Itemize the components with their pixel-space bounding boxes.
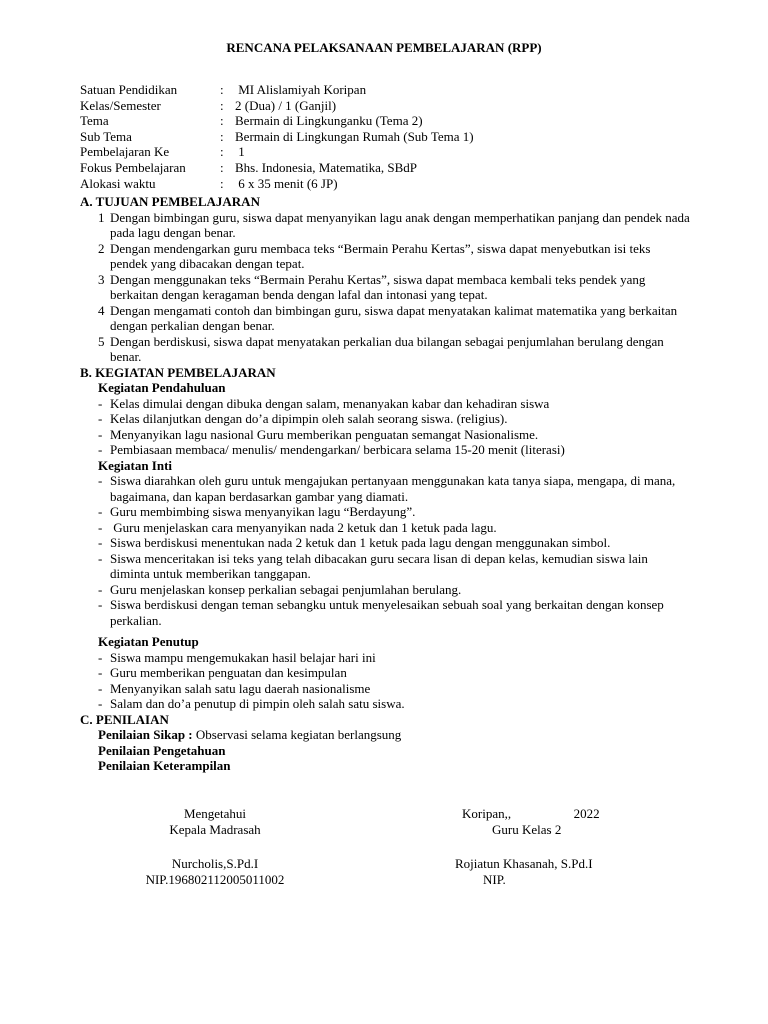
identity-value: 6 x 35 menit (6 JP) [235,175,338,191]
sig-right-year: 2022 [573,806,600,821]
document-body [80,194,690,774]
identity-label: Sub Tema [80,128,132,144]
sig-left-name: Nurcholis,S.Pd.I [171,856,259,871]
inti-item [80,535,690,551]
pendahuluan-item-text: Kelas dimulai dengan dibuka dengan salam, menanyakan kabar dan kehadiran siswa [110,395,550,411]
inti-item-text: Siswa berdiskusi menentukan nada 2 ketuk dan 1 ketuk pada lagu dengan menggunakan simbol. [110,535,611,550]
dash-bullet: - [98,519,103,535]
inti-item [80,473,690,504]
pendahuluan-heading: Kegiatan Pendahuluan [98,380,226,395]
identity-table [80,82,474,191]
dash-bullet: - [98,597,103,612]
dash-bullet: - [98,665,103,680]
objective-number: 2 [98,240,105,256]
objective-text: Dengan mengamati contoh dan bimbingan guru, siswa dapat menyatakan kalimat matematika yang berkaitan dengan perkalian dengan benar. [110,302,678,333]
identity-colon: : [220,144,224,160]
dash-bullet: - [98,504,103,519]
objective-number: 4 [98,302,105,318]
dash-bullet: - [98,649,103,665]
identity-value: MI Alislamiyah Koripan [235,82,367,97]
signature-right-name-block [455,856,655,887]
inti-item [80,582,690,598]
identity-value: 1 [235,144,245,160]
section-a-heading: A. TUJUAN PEMBELAJARAN [80,194,260,209]
pendahuluan-item-text: Kelas dilanjutkan dengan do’a dipimpin oleh salah seorang siswa. (religius). [110,411,508,426]
penutup-item [80,681,690,697]
penutup-item-text: Menyanyikan salah satu lagu daerah nasionalisme [110,680,371,696]
identity-label: Alokasi waktu [80,175,156,191]
inti-item-text: Siswa menceritakan isi teks yang telah dibacakan guru secara lisan di depan kelas, kemudian siswa lain diminta untuk memberikan tanggapan. [110,550,652,581]
pendahuluan-list [80,396,690,458]
pendahuluan-item [80,396,690,412]
assessment-knowledge-label: Penilaian Pengetahuan [98,742,226,758]
objective-item [80,210,690,241]
objective-text: Dengan bimbingan guru, siswa dapat menyanyikan lagu anak dengan memperhatikan panjang dan pendek nada pada lagu dengan benar. [110,209,690,240]
assessment-skill [80,758,690,774]
inti-item-text: Siswa diarahkan oleh guru untuk mengajukan pertanyaan menggunakan kata tanya siapa, mengapa, di mana, bagaimana, dan kapan berdasarkan gambar yang diamati. [110,473,679,504]
identity-colon: : [220,113,224,129]
identity-colon: : [220,82,224,97]
inti-item [80,504,690,520]
inti-item [80,551,690,582]
identity-label: Tema [80,113,109,129]
assessment-attitude-value: Observasi selama kegiatan berlangsung [192,727,402,742]
identity-label: Satuan Pendidikan [80,82,178,97]
assessment-knowledge [80,743,690,759]
identity-label: Pembelajaran Ke [80,144,170,160]
pendahuluan-item-text: Pembiasaan membaca/ menulis/ mendengarkan/ berbicara selama 15-20 menit (literasi) [110,442,565,457]
inti-item-text: Siswa berdiskusi dengan teman sebangku untuk menyelesaikan sebuah soal yang berkaitan dengan konsep perkalian. [110,597,668,628]
identity-colon: : [220,128,224,144]
penutup-list [80,650,690,712]
identity-row [80,144,474,160]
pendahuluan-item-text: Menyanyikan lagu nasional Guru memberikan penguatan semangat Nasionalisme. [110,426,539,442]
penutup-item-text: Guru memberikan penguatan dan kesimpulan [110,665,347,680]
signature-left-name-block [120,856,310,887]
identity-row [80,82,474,98]
inti-item-text: Guru menjelaskan cara menyanyikan nada 2 ketuk dan 1 ketuk pada lagu. [110,519,497,535]
objective-number: 3 [98,271,105,287]
objective-item [80,334,690,365]
sig-right-name: Rojiatun Khasanah, S.Pd.I [455,856,593,871]
objective-text: Dengan menggunakan teks “Bermain Perahu Kertas”, siswa dapat membaca kembali teks pendek yang berkaitan dengan keragaman benda dengan lafal dan intonasi yang tepat. [110,271,646,302]
penutup-item [80,650,690,666]
sig-left-line1: Mengetahui [183,806,247,821]
identity-row [80,160,474,176]
identity-value: 2 (Dua) / 1 (Ganjil) [235,97,337,113]
pendahuluan-item [80,442,690,458]
objective-number: 1 [98,209,105,225]
pendahuluan-item [80,427,690,443]
pendahuluan-item [80,411,690,427]
objective-item [80,272,690,303]
signature-left-block [140,806,290,837]
section-b-heading: B. KEGIATAN PEMBELAJARAN [80,364,276,380]
assessment-attitude [80,727,690,743]
penutup-item-text: Salam dan do’a penutup di pimpin oleh salah satu siswa. [110,696,405,711]
identity-row [80,98,474,114]
objective-number: 5 [98,333,105,349]
objective-item [80,241,690,272]
penutup-item [80,665,690,681]
identity-row [80,176,474,192]
identity-colon: : [220,97,224,113]
identity-colon: : [220,159,224,175]
dash-bullet: - [98,550,103,566]
identity-colon: : [220,175,224,191]
sig-right-place: Koripan,, [462,806,512,821]
dash-bullet: - [98,581,103,597]
sig-left-nip: NIP.196802112005011002 [145,871,285,887]
inti-item [80,597,690,628]
objective-text: Dengan berdiskusi, siswa dapat menyatakan perkalian dua bilangan sebagai penjumlahan berulang dengan benar. [110,333,664,364]
dash-bullet: - [98,395,103,411]
identity-label: Fokus Pembelajaran [80,159,186,175]
objective-text: Dengan mendengarkan guru membaca teks “Bermain Perahu Kertas”, siswa dapat menyebutkan isi teks pendek yang dibacakan dengan tepat. [110,240,651,271]
inti-list [80,473,690,628]
inti-item [80,520,690,536]
document-title: RENCANA PELAKSANAAN PEMBELAJARAN (RPP) [226,40,542,55]
section-c-heading: C. PENILAIAN [80,711,169,727]
sig-left-line2: Kepala Madrasah [169,821,261,837]
sig-right-line2: Guru Kelas 2 [492,821,562,837]
identity-value: Bermain di Lingkungan Rumah (Sub Tema 1) [235,128,474,144]
dash-bullet: - [98,696,103,711]
identity-value: Bhs. Indonesia, Matematika, SBdP [235,159,417,175]
identity-label: Kelas/Semester [80,97,161,113]
signature-right-block [462,806,662,837]
identity-row [80,129,474,145]
penutup-heading: Kegiatan Penutup [98,634,199,649]
inti-item-text: Guru membimbing siswa menyanyikan lagu “Berdayung”. [110,504,416,519]
penutup-item-text: Siswa mampu mengemukakan hasil belajar hari ini [110,649,376,665]
penutup-item [80,696,690,712]
sig-right-nip: NIP. [483,871,506,887]
objectives-list [80,210,690,365]
inti-heading: Kegiatan Inti [98,457,173,473]
dash-bullet: - [98,473,103,488]
dash-bullet: - [98,535,103,550]
identity-row [80,113,474,129]
dash-bullet: - [98,411,103,426]
inti-item-text: Guru menjelaskan konsep perkalian sebagai penjumlahan berulang. [110,581,462,597]
objective-item [80,303,690,334]
dash-bullet: - [98,680,103,696]
dash-bullet: - [98,426,103,442]
assessment-attitude-label: Penilaian Sikap : [98,727,193,742]
assessment-skill-label: Penilaian Keterampilan [98,758,231,773]
identity-value: Bermain di Lingkunganku (Tema 2) [235,113,423,129]
dash-bullet: - [98,442,103,457]
